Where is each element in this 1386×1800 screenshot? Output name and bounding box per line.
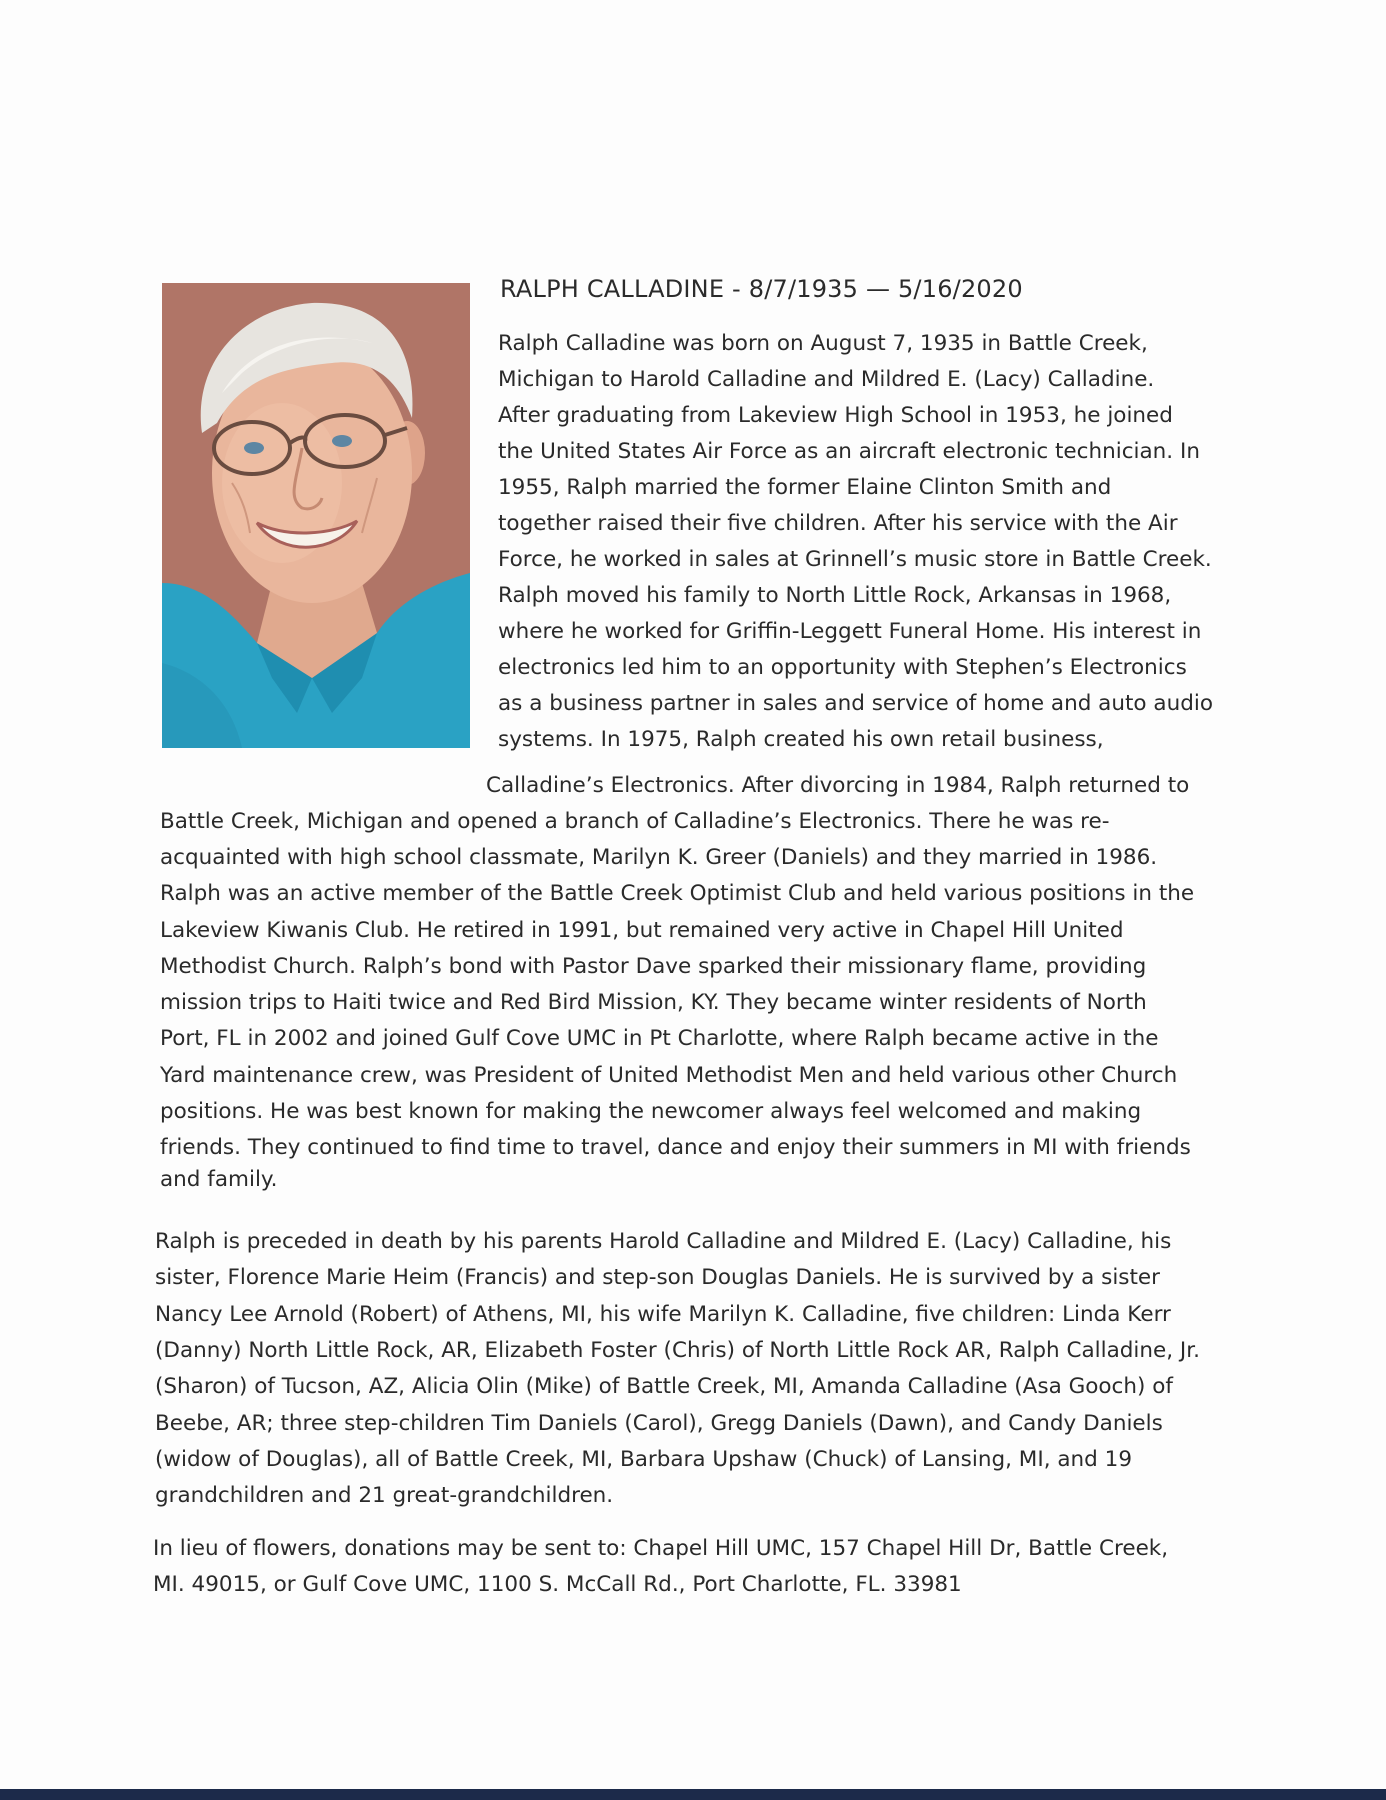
text-line: Port, FL in 2002 and joined Gulf Cove UMC in Pt Charlotte, where Ralph became active in the (160, 1026, 1159, 1051)
text-line: Yard maintenance crew, was President of United Methodist Men and held various other Church (160, 1063, 1178, 1088)
text-line: together raised their five children. After his service with the Air (498, 511, 1178, 536)
text-line: sister, Florence Marie Heim (Francis) and step-son Douglas Daniels. He is survived by a sister (155, 1265, 1160, 1290)
portrait-photo (162, 283, 470, 748)
text-line: Michigan to Harold Calladine and Mildred E. (Lacy) Calladine. (498, 367, 1155, 392)
scan-edge (0, 1789, 1386, 1800)
text-line: In lieu of flowers, donations may be sent to: Chapel Hill UMC, 157 Chapel Hill Dr, Battle Creek, (153, 1536, 1169, 1561)
text-line: Ralph is preceded in death by his parents Harold Calladine and Mildred E. (Lacy) Calladine, his (155, 1229, 1172, 1254)
text-line: as a business partner in sales and service of home and auto audio (498, 691, 1213, 716)
text-line: systems. In 1975, Ralph created his own retail business, (498, 727, 1104, 752)
text-line: friends. They continued to find time to travel, dance and enjoy their summers in MI with friends (160, 1135, 1191, 1160)
text-line: Methodist Church. Ralph’s bond with Pastor Dave sparked their missionary flame, providing (160, 954, 1147, 979)
text-line: mission trips to Haiti twice and Red Bird Mission, KY. They became winter residents of North (160, 990, 1147, 1015)
text-line: 1955, Ralph married the former Elaine Clinton Smith and (498, 475, 1112, 500)
text-line: grandchildren and 21 great-grandchildren. (155, 1483, 614, 1508)
text-line: Nancy Lee Arnold (Robert) of Athens, MI, his wife Marilyn K. Calladine, five children: Linda Kerr (155, 1302, 1171, 1327)
text-line: electronics led him to an opportunity with Stephen’s Electronics (498, 655, 1187, 680)
text-line: Beebe, AR; three step-children Tim Daniels (Carol), Gregg Daniels (Dawn), and Candy Daniels (155, 1411, 1163, 1436)
text-line: (Danny) North Little Rock, AR, Elizabeth Foster (Chris) of North Little Rock AR, Ralph Calladine, Jr. (155, 1338, 1200, 1363)
text-line: the United States Air Force as an aircraft electronic technician. In (498, 439, 1200, 464)
text-line: positions. He was best known for making the newcomer always feel welcomed and making (160, 1099, 1142, 1124)
text-line: and family. (160, 1167, 278, 1192)
text-line: After graduating from Lakeview High School in 1953, he joined (498, 403, 1173, 428)
portrait-image (162, 283, 470, 748)
text-line: (widow of Douglas), all of Battle Creek, MI, Barbara Upshaw (Chuck) of Lansing, MI, and 19 (155, 1447, 1133, 1472)
obituary-title: RALPH CALLADINE - 8/7/1935 — 5/16/2020 (500, 275, 1023, 303)
text-line: Ralph was an active member of the Battle Creek Optimist Club and held various positions in the (160, 881, 1195, 906)
text-line: acquainted with high school classmate, Marilyn K. Greer (Daniels) and they married in 1986. (160, 845, 1158, 870)
text-line: Battle Creek, Michigan and opened a branch of Calladine’s Electronics. There he was re- (160, 809, 1110, 834)
text-line: Force, he worked in sales at Grinnell’s music store in Battle Creek. (498, 547, 1212, 572)
text-line: where he worked for Griffin-Leggett Funeral Home. His interest in (498, 619, 1202, 644)
text-line: Calladine’s Electronics. After divorcing in 1984, Ralph returned to (486, 773, 1190, 798)
text-line: (Sharon) of Tucson, AZ, Alicia Olin (Mike) of Battle Creek, MI, Amanda Calladine (Asa Gooch) of (155, 1374, 1173, 1399)
text-line: MI. 49015, or Gulf Cove UMC, 1100 S. McCall Rd., Port Charlotte, FL. 33981 (153, 1572, 962, 1597)
text-line: Lakeview Kiwanis Club. He retired in 1991, but remained very active in Chapel Hill United (160, 918, 1124, 943)
text-line: Ralph moved his family to North Little Rock, Arkansas in 1968, (498, 583, 1172, 608)
text-line: Ralph Calladine was born on August 7, 1935 in Battle Creek, (498, 331, 1148, 356)
